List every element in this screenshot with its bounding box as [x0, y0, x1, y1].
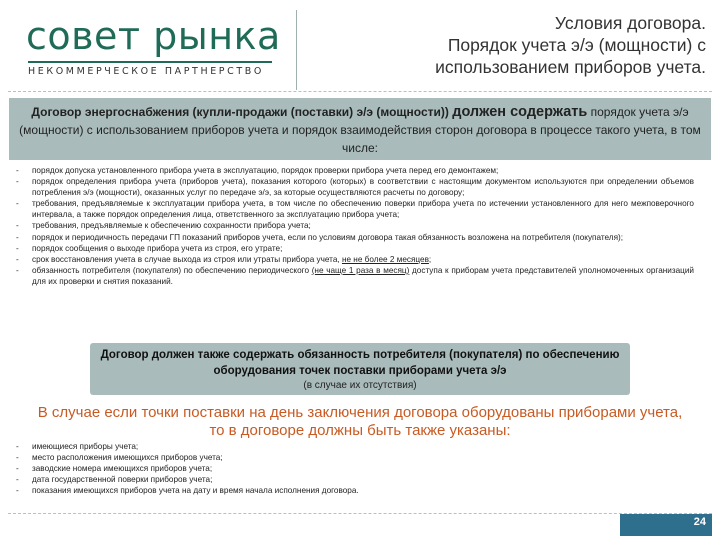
page-number: 24	[620, 514, 712, 536]
logo-subtitle: НЕКОММЕРЧЕСКОЕ ПАРТНЕРСТВО	[28, 66, 264, 77]
logo-rule	[28, 61, 272, 63]
title-line-3: использованием приборов учета.	[435, 57, 706, 77]
restore-term-text: срок восстановления учета в случае выхода из строя или утраты прибора учета,	[32, 254, 342, 264]
list-item: - дата государственной поверки приборов учета;	[16, 474, 636, 485]
list-item: - имеющиеся приборы учета;	[16, 441, 636, 452]
list-item: - требования, предъявляемые к обеспечению сохранности прибора учета;	[16, 220, 694, 231]
list-item: - заводские номера имеющихся приборов учета;	[16, 463, 636, 474]
list-item: - порядок допуска установленного прибора учета в эксплуатацию, порядок проверки прибора учета перед его демонтажем;	[16, 165, 694, 176]
list-item: - порядок и периодичность передачи ГП показаний приборов учета, если по условиям договора такая обязанность возложена на потребителя (покупателя);	[16, 232, 694, 243]
meter-obligation-box	[90, 343, 630, 395]
page-title	[306, 12, 706, 78]
header-separator	[8, 91, 712, 92]
list-item: - порядок определения прибора учета (приборов учета), показания которого (которых) в соответствии с настоящим документом используются при определении объемов потребления э/э (мощности), оказанных услуг по передаче э/э, за которые осуществляются расчеты по договору;	[16, 176, 694, 198]
contract-requirement-box	[9, 98, 711, 160]
meter-details-list	[16, 441, 636, 496]
header-divider	[296, 10, 297, 90]
requirements-list	[16, 165, 694, 287]
access-obligation-text: обязанность потребителя (покупателя) по обеспечению периодического	[32, 265, 312, 275]
list-item	[16, 265, 694, 287]
meter-warning-heading: В случае если точки поставки на день заключения договора оборудованы приборами учета, то в договоре должны быть также указаны:	[37, 404, 683, 439]
list-item: - место расположения имеющихся приборов учета;	[16, 452, 636, 463]
list-item: - требования, предъявляемые к эксплуатации прибора учета, в том числе по обеспечению поверки прибора учета по истечении установленного для него межповерочного интервала, а также порядок определения лица, ответственного за эксплуатацию прибора учета;	[16, 198, 694, 220]
restore-term-tail: ;	[428, 254, 432, 264]
title-line-1: Условия договора.	[554, 13, 706, 33]
list-item	[16, 254, 694, 265]
meter-obligation-note: (в случае их отсутствия)	[303, 380, 417, 391]
access-obligation-tail: доступа к приборам учета представителей уполномоченных организаций для их проверки и снятия показаний.	[32, 265, 694, 286]
list-item: - порядок сообщения о выходе прибора учета из строя, его утрате;	[16, 243, 694, 254]
logo-text: совет рынка	[26, 14, 281, 58]
access-obligation-frequency: (не чаще 1 раза в месяц)	[311, 265, 410, 275]
contract-requirement-text: Договор энергоснабжения (купли-продажи (поставки) э/э (мощности))	[31, 105, 453, 119]
list-item: - показания имеющихся приборов учета на дату и время начала исполнения договора.	[16, 485, 636, 496]
restore-term-deadline: не не более 2 месяцев	[341, 254, 429, 264]
contract-requirement-emphasis: должен содержать	[452, 104, 588, 120]
contract-requirement-tail: порядок учета э/э (мощности) с использованием приборов учета и порядок взаимодействия сторон договора в процессе такого учета, в том числе:	[19, 105, 701, 155]
meter-obligation-text: Договор должен также содержать обязанность потребителя (покупателя) по обеспечению оборудования точек поставки приборами учета э/э	[100, 349, 620, 377]
footer-separator	[8, 513, 712, 514]
title-line-2: Порядок учета э/э (мощности) с	[447, 35, 706, 55]
